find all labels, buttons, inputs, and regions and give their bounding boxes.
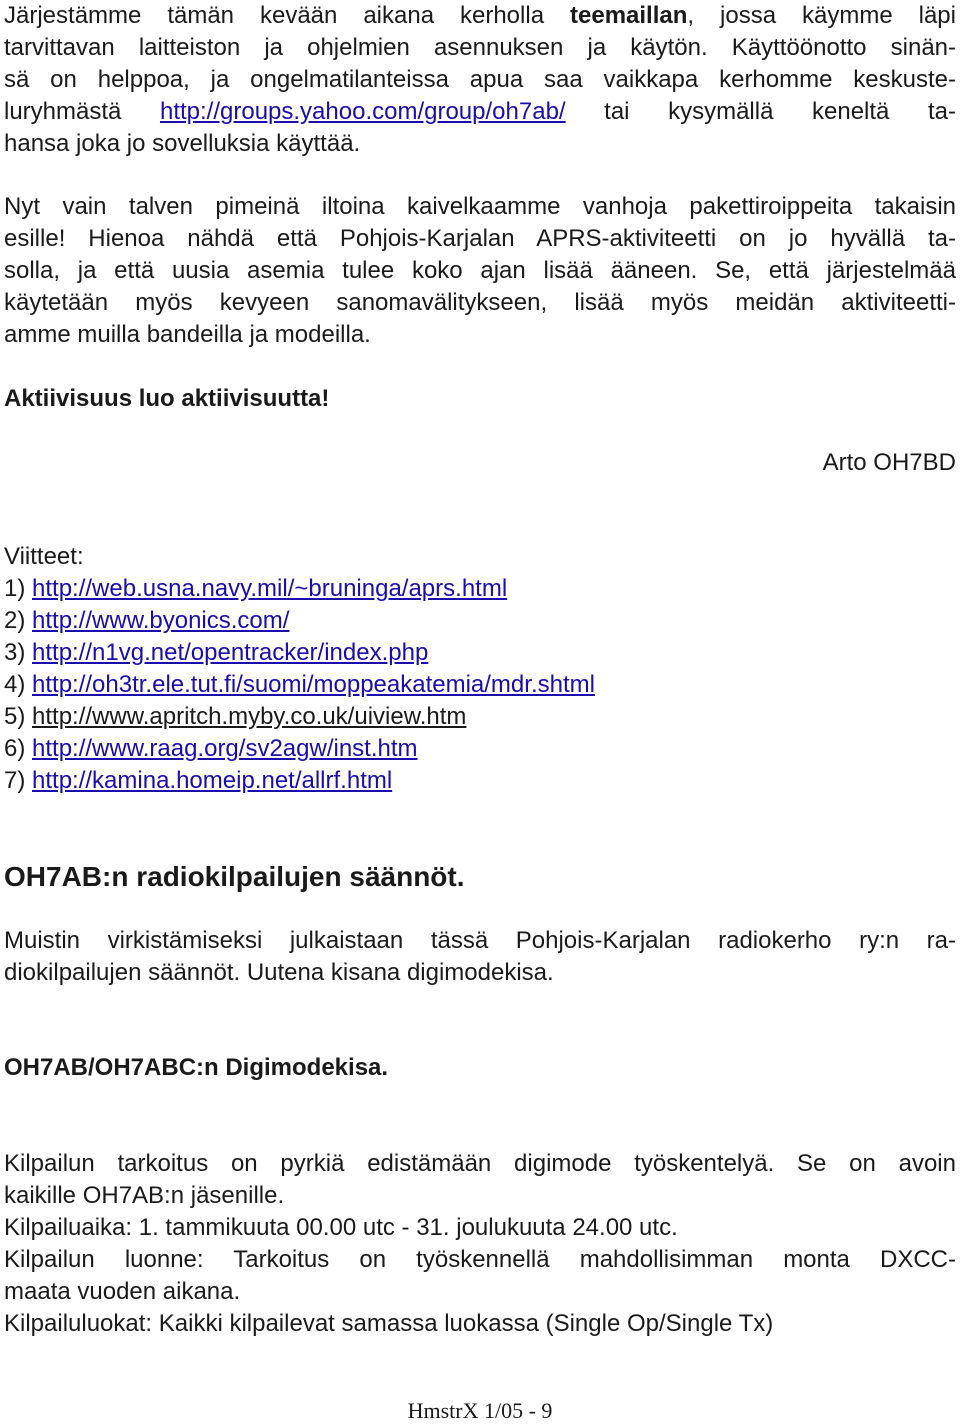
rules-line-2: kaikille OH7AB:n jäsenille.	[4, 1182, 285, 1209]
sub-heading: OH7AB/OH7ABC:n Digimodekisa.	[4, 1054, 389, 1081]
reference-link-2[interactable]: http://www.byonics.com/	[32, 607, 290, 634]
section-heading: OH7AB:n radiokilpailujen säännöt.	[4, 861, 465, 892]
section-intro	[4, 925, 956, 989]
intro-paragraph	[4, 0, 956, 160]
reference-link-1[interactable]: http://web.usna.navy.mil/~bruninga/aprs.html	[32, 575, 508, 602]
aprs-paragraph	[4, 191, 956, 351]
page-footer: HmstrX 1/05 - 9	[407, 1398, 553, 1423]
reference-item: 1) http://web.usna.navy.mil/~bruninga/aprs.html	[4, 575, 508, 602]
reference-link-6[interactable]: http://www.raag.org/sv2agw/inst.htm	[32, 735, 418, 762]
intro-line-2: tarvittavan laitteiston ja ohjelmien asennuksen ja käytön. Käyttöönotto sinän-	[4, 34, 956, 61]
aprs-line-5: amme muilla bandeilla ja modeilla.	[4, 321, 371, 348]
intro-line-5: hansa joka jo sovelluksia käyttää.	[4, 130, 361, 157]
aprs-line-4: käytetään myös kevyeen sanomavälitykseen, lisää myös meidän aktiviteetti-	[4, 289, 956, 316]
reference-item: 7) http://kamina.homeip.net/allrf.html	[4, 767, 393, 794]
section-intro-line-2: diokilpailujen säännöt. Uutena kisana digimodekisa.	[4, 959, 554, 986]
rules-section	[4, 1148, 956, 1340]
reference-item: 2) http://www.byonics.com/	[4, 607, 290, 634]
signature: Arto OH7BD	[822, 449, 956, 476]
reference-item: 5) http://www.apritch.myby.co.uk/uiview.htm	[4, 703, 467, 730]
rules-line-3: Kilpailuaika: 1. tammikuuta 00.00 utc - 31. joulukuuta 24.00 utc.	[4, 1214, 678, 1241]
section-intro-line-1: Muistin virkistämiseksi julkaistaan tässä Pohjois-Karjalan radiokerho ry:n ra-	[4, 927, 956, 954]
aprs-line-3: solla, ja että uusia asemia tulee koko ajan lisää ääneen. Se, että järjestelmää	[4, 257, 956, 284]
rules-line-6: Kilpailuluokat: Kaikki kilpailevat samassa luokassa (Single Op/Single Tx)	[4, 1310, 774, 1337]
reference-link-3[interactable]: http://n1vg.net/opentracker/index.php	[32, 639, 429, 666]
aprs-line-2: esille! Hienoa nähdä että Pohjois-Karjalan APRS-aktiviteetti on jo hyvällä ta-	[4, 225, 956, 252]
reference-item: 6) http://www.raag.org/sv2agw/inst.htm	[4, 735, 418, 762]
intro-line-1: Järjestämme tämän kevään aikana kerholla teemaillan, jossa käymme läpi	[4, 2, 956, 29]
intro-line-3: sä on helppoa, ja ongelmatilanteissa apua saa vaikkapa kerhomme keskuste-	[4, 66, 956, 93]
reference-link-7[interactable]: http://kamina.homeip.net/allrf.html	[32, 767, 393, 794]
intro-line-4: luryhmästä http://groups.yahoo.com/group/oh7ab/ tai kysymällä keneltä ta-	[4, 98, 956, 125]
references-section	[4, 541, 956, 797]
reference-item: 3) http://n1vg.net/opentracker/index.php	[4, 639, 429, 666]
rules-line-1: Kilpailun tarkoitus on pyrkiä edistämään digimode työskentelyä. Se on avoin	[4, 1150, 956, 1177]
reference-link-4[interactable]: http://oh3tr.ele.tut.fi/suomi/moppeakatemia/mdr.shtml	[32, 671, 595, 698]
slogan: Aktiivisuus luo aktiivisuutta!	[4, 385, 330, 412]
rules-line-5: maata vuoden aikana.	[4, 1278, 241, 1305]
rules-line-4: Kilpailun luonne: Tarkoitus on työskennellä mahdollisimman monta DXCC-	[4, 1246, 956, 1273]
reference-link-5[interactable]: http://www.apritch.myby.co.uk/uiview.htm	[32, 703, 467, 730]
aprs-line-1: Nyt vain talven pimeinä iltoina kaivelkaamme vanhoja pakettiroippeita takaisin	[4, 193, 956, 220]
reference-item: 4) http://oh3tr.ele.tut.fi/suomi/moppeakatemia/mdr.shtml	[4, 671, 595, 698]
references-title: Viitteet:	[4, 543, 84, 570]
yahoo-group-link[interactable]: http://groups.yahoo.com/group/oh7ab/	[159, 98, 566, 125]
teemaillan-bold: teemaillan	[570, 2, 688, 29]
